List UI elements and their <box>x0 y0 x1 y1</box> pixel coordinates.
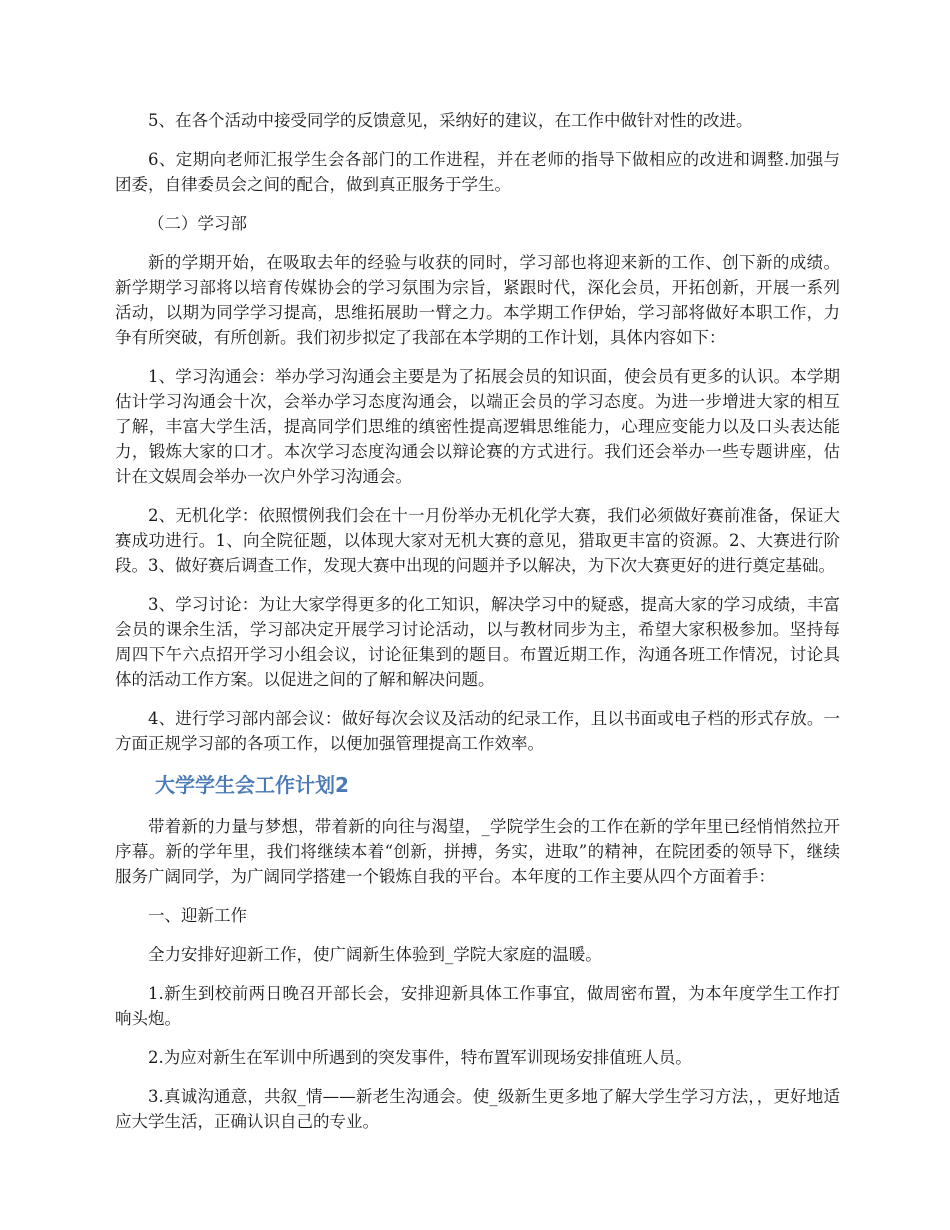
section-heading: 大学学生会工作计划2 <box>155 773 349 797</box>
document-page <box>115 108 840 1148</box>
paragraph-item-6: 6、定期向老师汇报学生会各部门的工作进程，并在老师的指导下做相应的改进和调整.加强与团委，自律委员会之间的配合，做到真正服务于学生。 <box>115 150 840 194</box>
section-title-study-dept: （二）学习部 <box>148 214 247 233</box>
paragraph-inorganic-chem: 2、无机化学：依照惯例我们会在十一月份举办无机化学大赛，我们必须做好赛前准备，保证大赛成功进行。1、向全院征题，以体现大家对无机大赛的意见，猎取更丰富的资源。2、大赛进行阶段。3、做好赛后调查工作，发现大赛中出现的问题并予以解决，为下次大赛更好的进行奠定基础。 <box>115 506 840 575</box>
paragraph-welcome-2: 2.为应对新生在军训中所遇到的突发事件，特布置军训现场安排值班人员。 <box>148 1048 692 1067</box>
paragraph-plan-intro: 带着新的力量与梦想，带着新的向往与渴望，_学院学生会的工作在新的学年里已经悄悄然拉开序幕。新的学年里，我们将继续本着“创新，拼搏，务实，进取”的精神，在院团委的领导下，继续服务广阔同学，为广阔同学搭建一个锻炼自我的平台。本年度的工作主要从四个方面着手： <box>115 817 840 886</box>
paragraph-internal-meeting: 4、进行学习部内部会议：做好每次会议及活动的纪录工作，且以书面或电子档的形式存放。一方面正规学习部的各项工作，以便加强管理提高工作效率。 <box>115 709 840 753</box>
paragraph-welcome-summary: 全力安排好迎新工作，使广阔新生体验到_学院大家庭的温暖。 <box>148 945 602 964</box>
paragraph-welcome-3: 3.真诚沟通意，共叙_情——新老生沟通会。使_级新生更多地了解大学生学习方法，，更好地适应大学生活，正确认识自己的专业。 <box>115 1087 840 1131</box>
paragraph-study-meeting: 1、学习沟通会：举办学习沟通会主要是为了拓展会员的知识面，使会员有更多的认识。本学期估计学习沟通会十次，会举办学习态度沟通会，以端正会员的学习态度。为进一步增进大家的相互了解，丰富大学生活，提高同学们思维的缜密性提高逻辑思维能力，心理应变能力以及口头表达能力，锻炼大家的口才。本次学习态度沟通会以辩论赛的方式进行。我们还会举办一些专题讲座，估计在文娱周会举办一次户外学习沟通会。 <box>115 367 840 486</box>
paragraph-welcome-1: 1.新生到校前两日晚召开部长会，安排迎新具体工作事宜，做周密布置，为本年度学生工作打响头炮。 <box>115 984 840 1028</box>
section-title-welcome: 一、迎新工作 <box>148 906 247 925</box>
paragraph-study-discussion: 3、学习讨论：为让大家学得更多的化工知识，解决学习中的疑惑，提高大家的学习成绩，丰富会员的课余生活，学习部决定开展学习讨论活动，以与教材同步为主，希望大家积极参加。坚持每周四下午六点招开学习小组会议，讨论征集到的题目。布置近期工作，沟通各班工作情况，讨论具体的活动工作方案。以促进之间的了解和解决问题。 <box>115 595 840 689</box>
paragraph-intro: 新的学期开始，在吸取去年的经验与收获的同时，学习部也将迎来新的工作、创下新的成绩。新学期学习部将以培育传媒协会的学习氛围为宗旨，紧跟时代，深化会员，开拓创新，开展一系列活动，以期为同学学习提高，思维拓展助一臂之力。本学期工作伊始，学习部将做好本职工作，力争有所突破，有所创新。我们初步拟定了我部在本学期的工作计划，具体内容如下： <box>115 253 840 347</box>
paragraph-item-5: 5、在各个活动中接受同学的反馈意见，采纳好的建议，在工作中做针对性的改进。 <box>148 111 753 130</box>
